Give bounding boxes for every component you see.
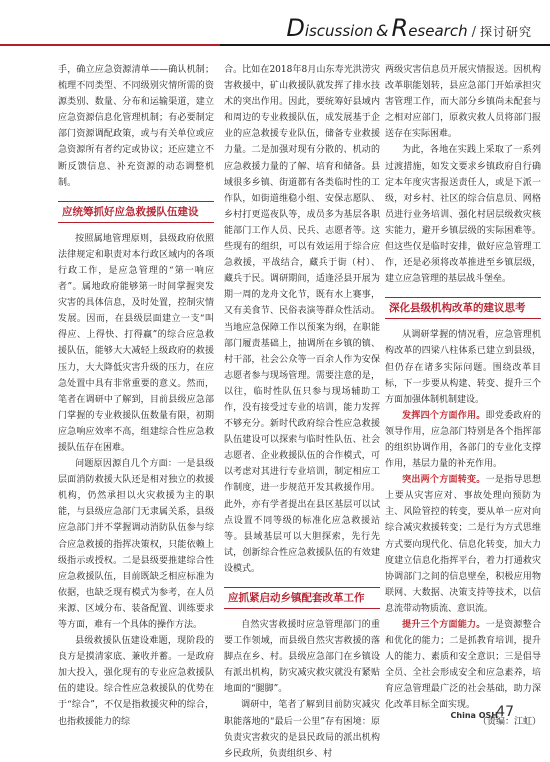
- paragraph: 手，确立应急资源清单——确认机制；梳理不同类型、不同级别灾情所需的资源类别、数量、分布和运输渠道，建立应急资源信息化管理机制；有必要制定部门资源调配政策，或与有关单位或应急资源所有者约定或协议；还应建立不断反馈信息、补充资源的动态调整机制。: [58, 65, 214, 188]
- paragraph: 两级灾害信息员开展灾情报送。因机构改革职能划转，县应急部门开始承担灾害管理工作，而大部分乡镇尚未配套与之相对应部门，原救灾救人员将部门报送存在实际困难。: [385, 65, 541, 140]
- paragraph: 按照属地管理原则，县级政府依照法律规定和职责对本行政区域内的各项行政工作，是应急管理的“第一响应者”。属地政府能够第一时间掌握突发灾害的具体信息，及时处置，控制灾情发展。因而，在县级层面建立一支“叫得应、上得快、打得赢”的综合应急救援队伍，能够大大减轻上级政府的救援压力，大大降低灾害升级的压力，在应急处置中具有非常重要的意义。然而，笔者在调研中了解到，目前县级应急部门掌握的专业救援队伍数量有限，初期应急响应效率不高，组建综合性应急救援队伍存在困难。: [58, 233, 214, 453]
- red-lead-text: 提升三个方面能力。: [402, 620, 486, 630]
- paragraph: 问题原因源自几个方面：一是县级层面消防救援大队还是相对独立的救援机构，仍然承担以火灾救援为主的职能，与县级应急部门无隶属关系，县级应急部门并不掌握调动消防队伍参与综合应急救援的指挥决策权，只能依赖上级指示或授权。二是县级要推建综合性应急救援队伍，目前既缺乏相应标准为依据，也缺乏现有模式为参考，在人员来源、区域分布、装备配置、训练要求等方面，难有一个具体的操作方法。: [58, 459, 214, 630]
- paragraph: 合。比如在2018年8月山东寿光洪涝灾害救援中，矿山救援队就发挥了排水技术的突出作用。因此，要统筹好县域内和周边的专业救援队伍，成发展基于企业的应急救援专业队伍，储备专业救援力量。二是加强对现有分散的、机动的应急救援力量的了解、培育和储备。县域很多乡镇、街道都有各类临时性的工作队，如街道维稳小组、安保志愿队、乡村打更巡夜队等，成员多为基层各职能部门工作人员、民兵、志愿者等。这些现有的组织，可以有效运用于综合应急救援，平战结合，藏兵于街（村）、藏兵于民。调研期间，适逢泾县开展为期一周的龙舟文化节，既有水上赛事，又有美食节、民俗表演等群众性活动。当地应急保障工作以预案为纲，在职能部门履责基础上，抽调所在乡镇的镇、村干部，社会公众等一百余人作为安保志愿者参与现场管理。需要注意的是，以往，临时性队伍只参与现场辅助工作，没有接受过专业的培训，能力发挥不够充分。新时代政府综合性应急救援队伍建设可以探索与临时性队伍、社会志愿者、企业救援队伍的合作模式，可以考虑对其进行专业培训，制定相应工作制度，进一步规范开发其救援作用。此外，亦有学者提出在县区基层可以试点设置不同等级的标准化应急救援站等。县域基层可以大胆探索，先行先试，创新综合性应急救援队伍的有效建设模式。: [224, 65, 380, 574]
- title-letter-r: R: [391, 14, 409, 42]
- title-word-iscussion: iscussion: [304, 22, 374, 40]
- title-letter-d: D: [286, 14, 305, 42]
- header-accent-rule: [0, 44, 220, 46]
- paragraph-body: 一是资源整合和优化的能力；二是抓教育培训，提升人的能力、素质和安全意识；三是倡导全员、全社会形成安全和应急素养，培育应急管理最广泛的社会基础，助力深化改革目标全面实现。: [385, 620, 541, 711]
- editor-credit: （责编：江虹）: [477, 716, 541, 727]
- column-2: [224, 62, 380, 762]
- paragraph-body: 即党委政府的领导作用，应急部门特别是各个指挥部的组织协调作用，各部门的专业化支撑作用，基层力量的补充作用。: [385, 410, 541, 470]
- title-chinese: 探讨研究: [479, 25, 532, 39]
- title-ampersand: &: [376, 21, 389, 40]
- paragraph: 调研中，笔者了解到目前防灾减灾职能落地的“最后一公里”存有困境：原负责灾害救灾的是县民政局的派出机构乡民政所，负责组织乡、村: [224, 700, 380, 759]
- paragraph: 为此，各地在实践上采取了一系列过渡措施，如发文要求乡镇政府自行确定本年度灾害报送责任人，或是下派一级，对乡村、社区的综合信息员、网格员进行业务培训、强化村居层级救灾核实能力，避开乡镇层级的实际困难等。但这些仅是临时安排，做好应急管理工作，还是必须将改革推进至乡镇层级，建立应急管理的基层战斗堡垒。: [385, 145, 541, 285]
- title-separator: /: [471, 25, 476, 40]
- paragraph: [385, 617, 541, 714]
- title-word-esearch: esearch: [408, 22, 468, 40]
- page-header: [0, 0, 550, 50]
- page-number: 47: [496, 704, 514, 720]
- paragraph: 县级救援队伍建设难题，现阶段的良方是摸清家底、兼收并蓄。一是政府加大投入，强化现有的专业应急救援队伍的建设。综合性应急救援队的优势在于“综合”，不仅是指救援灾种的综合，也指救援能力的综: [58, 636, 214, 727]
- magazine-name: China OSH: [450, 711, 498, 720]
- paragraph-body: 一是指导思想上要从灾害应对、事故处理向预防为主、风险管控的转变，要从单一应对向综合减灾救援转变；二是行为方式思维方式要向现代化、信息化转变，加大力度建立信息化指挥平台，着力打通救灾协调部门之间的信息壁垒，积极应用物联网、大数据、决策支持等技术，以信息流带动物质流、意识流。: [385, 475, 541, 614]
- red-lead-text: 发挥四个方面作用。: [402, 410, 486, 421]
- paragraph: [385, 472, 541, 617]
- paragraph: 自然灾害救援时应急管理部门的重要工作领域，而县级自然灾害救援的落脚点在乡、村。县级应急部门在乡镇设有派出机构，防灾减灾救灾就没有紧贴地面的“腿脚”。: [224, 620, 380, 695]
- section-heading: 深化县级机构改革的建议思考: [385, 297, 541, 319]
- paragraph: 从调研掌握的情况看，应急管理机构改革的四梁八柱体系已建立到县级，但仍存在诸多实际问题。围绕改革目标，下一步要从构建、转变、提升三个方面加强体制机制建设。: [385, 330, 541, 405]
- column-3: [385, 62, 541, 730]
- section-title: [286, 14, 532, 42]
- red-lead-text: 突出两个方面转变。: [402, 475, 486, 486]
- section-heading: 应统筹抓好应急救援队伍建设: [58, 201, 214, 223]
- column-1: [58, 62, 214, 730]
- paragraph: [385, 408, 541, 472]
- section-heading: 应抓紧启动乡镇配套改革工作: [224, 587, 380, 609]
